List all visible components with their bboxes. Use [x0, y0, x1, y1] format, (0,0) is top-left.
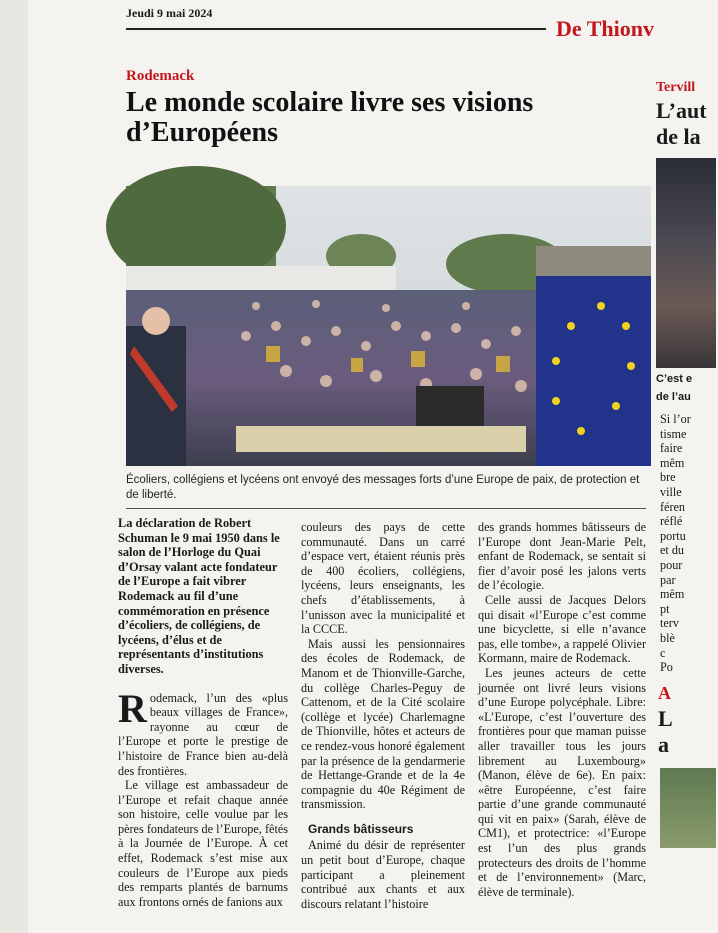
body-paragraph: Animé du désir de représenter un petit bout d’Europe, chaque participant a pleinement contribué aux chants et aux discours relatant l’histoire — [301, 838, 465, 911]
article-kicker: Rodemack — [126, 68, 195, 84]
article-headline: Le monde scolaire livre ses visions d’Européens — [126, 87, 534, 148]
article-column-3 — [478, 520, 646, 899]
body-paragraph: couleurs des pays de cette communauté. Dans un carré d’espace vert, étaient réunis près de 400 écoliers, collégiens, lycéens, leurs enseignants, les chefs d’établissements, à l’unisson avec la municipalité et la CCCE. — [301, 520, 465, 637]
adjacent-headline-2: L a — [658, 705, 673, 757]
body-paragraph — [118, 685, 288, 779]
adjacent-body-fragment: Si l’or tisme faire mêm bre ville féren réflé portu et du pour par mêm pt terv blè c Po — [660, 412, 691, 675]
drop-cap: R — [118, 685, 147, 731]
adjacent-kicker: Tervill — [656, 80, 696, 95]
paragraph-text: odemack, l’un des «plus beaux villages de France», rayonne au cœur de l’Europe et porte le prestige de l’histoire de France bien au-delà des frontières. — [118, 690, 288, 778]
newspaper-page — [28, 0, 718, 933]
photo-caption: Écoliers, collégiens et lycéens ont envoyé des messages forts d’une Europe de paix, de protection et de liberté. — [126, 474, 640, 501]
adjacent-headline-line-2: de la — [656, 124, 701, 149]
adjacent-caption-line-1: C’est e — [656, 373, 693, 385]
crowd-photo-illustration — [126, 186, 651, 466]
body-paragraph: Mais aussi les pensionnaires des écoles de Rodemack, de Manom et de Thionville-Garche, du collège Charles-Peguy de Cattenom, et de la Cité scolaire (collège et lycée) Charlemagne de Thionville, hôtes et acteurs de ce rendez-vous honoré également par la présence de la gendarmerie de Hettange-Grande et de la 4e compagnie du 40e Régiment de transmission. — [301, 636, 465, 812]
caption-rule — [126, 508, 646, 509]
body-paragraph: des grands hommes bâtisseurs de l’Europe dont Jean-Marie Pelt, enfant de Rodemack, se sentait si fier d’avoir posé les jalons verts de l’écologie. — [478, 520, 646, 593]
adjacent-kicker-2: A — [658, 682, 671, 703]
adjacent-article — [652, 80, 718, 933]
article-lead: La déclaration de Robert Schuman le 9 mai 1950 dans le salon de l’Horloge du Quai d’Orsay valant acte fondateur de l’Europe a fait vibrer Rodemack au fil d’une commémoration en présence d’écoliers, de collégiens, de lycéens, d’élus et de représentants d’institutions diverses. — [118, 516, 280, 676]
adjacent-thumbnail — [660, 768, 716, 848]
body-paragraph: Le village est ambassadeur de l’Europe et refait chaque année son histoire, celle voulue par les pères fondateurs de l’Europe, fêtés à la Journée de l’Europe. À cet effet, Rodemack s’est mise aux couleurs de l’Europe aux pieds des remparts plantés de barnums aux frontons ornés de fanions aux — [118, 778, 288, 909]
adjacent-headline-line-1: L’aut — [656, 98, 707, 123]
article-column-2 — [301, 520, 465, 911]
article-photo — [126, 186, 651, 466]
adjacent-caption-line-2: de l’au — [656, 391, 691, 403]
header-rule — [126, 28, 546, 30]
issue-date: Jeudi 9 mai 2024 — [126, 6, 213, 20]
body-paragraph: Les jeunes acteurs de cette journée ont livré leurs visions d’une Europe polycéphale. Libre: «L’Europe, c’est l’ouverture des frontières pour que maman puisse aller travailler tous les jours librement au Luxembourg» (Manon, élève de 6e). En paix: «être Européenne, c’est faire partie d’une grande communauté qui vit en paix» (Sarah, élève de CM1), et protectrice: «l’Europe est l’un des plus grands protecteurs des droits de l’homme et de l’environnement» (Marc, élève de terminale). — [478, 665, 646, 899]
section-title: De Thionv — [556, 16, 655, 41]
body-paragraph: Celle aussi de Jacques Delors qui disait «l’Europe c’est comme une bicyclette, si elle n’avance pas, elle tombe», a rappelé Olivier Kormann, maire de Rodemack. — [478, 592, 646, 666]
section-subhead: Grands bâtisseurs — [308, 821, 414, 836]
adjacent-photo — [656, 158, 716, 368]
article-column-1 — [118, 516, 288, 909]
